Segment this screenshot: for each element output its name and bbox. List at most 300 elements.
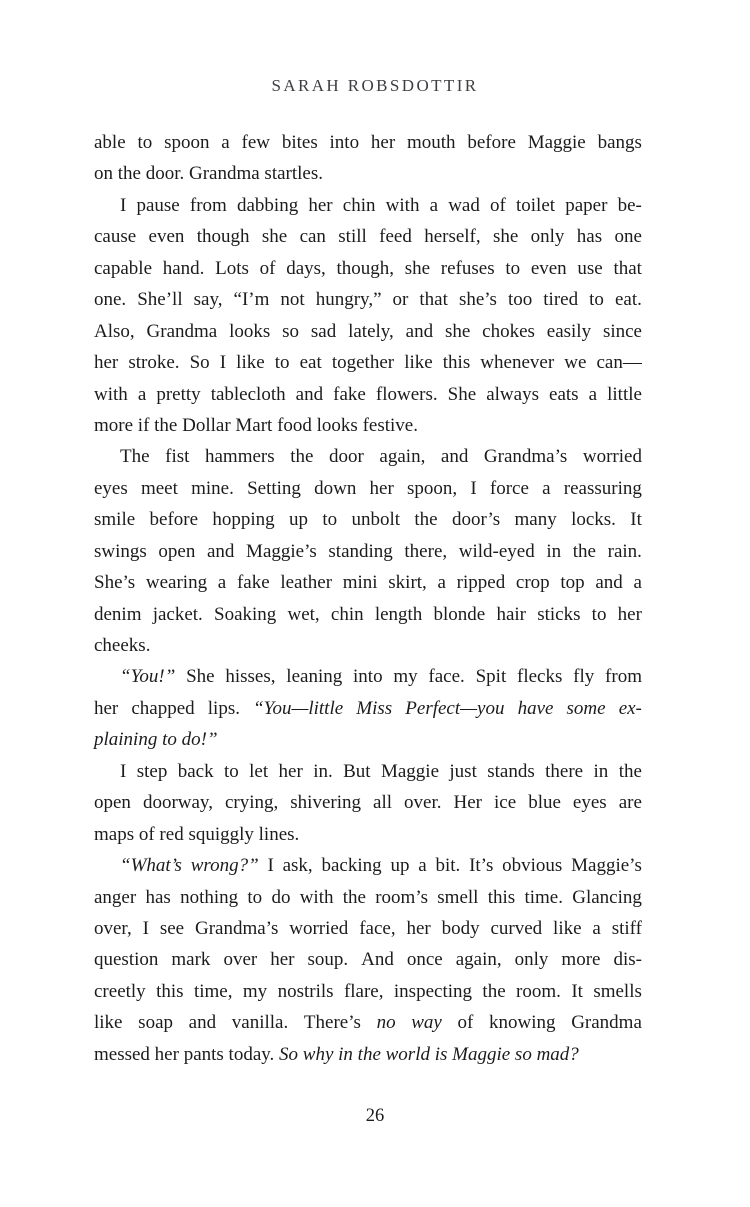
word: some xyxy=(566,697,606,719)
word: Glancing xyxy=(572,886,642,908)
word: worried xyxy=(289,917,349,939)
word: even xyxy=(148,226,185,248)
text-line xyxy=(94,441,642,472)
word: a xyxy=(542,477,551,499)
word: before xyxy=(149,509,199,531)
word: only xyxy=(530,226,565,248)
word: locks. xyxy=(571,509,616,531)
word: the xyxy=(572,540,596,562)
word: creetly xyxy=(94,980,146,1002)
word: meet xyxy=(140,477,178,499)
word: Maggie xyxy=(380,760,440,782)
word: Spit xyxy=(475,666,507,688)
word: Her xyxy=(453,792,482,814)
word: though, xyxy=(336,257,395,279)
word: soup. xyxy=(307,949,349,971)
word: leather xyxy=(280,572,333,594)
word: this xyxy=(487,886,516,908)
word: one. xyxy=(94,289,127,311)
word: chin xyxy=(330,603,364,625)
word: her xyxy=(94,697,119,719)
word: she xyxy=(444,320,471,342)
word: to xyxy=(591,603,607,625)
word: There’s xyxy=(303,1012,361,1034)
word: days, xyxy=(286,257,326,279)
word: lips. xyxy=(207,697,240,719)
word: eats xyxy=(549,383,579,405)
word: backing xyxy=(321,855,382,877)
word: over, xyxy=(94,917,132,939)
word: mine. xyxy=(191,477,234,499)
word: blonde xyxy=(433,603,486,625)
word: to xyxy=(322,509,338,531)
word: And xyxy=(361,949,394,971)
word: skirt, xyxy=(388,572,427,594)
word: able xyxy=(94,132,126,153)
word: Setting xyxy=(247,477,301,499)
word: has xyxy=(576,226,603,248)
word: Miss xyxy=(356,697,393,719)
word: whenever xyxy=(480,352,555,374)
text-line xyxy=(94,504,642,535)
word: to xyxy=(505,257,521,279)
word: So xyxy=(189,352,210,374)
text-line xyxy=(94,976,642,1007)
word: Maggie xyxy=(527,132,586,153)
word: and xyxy=(295,383,324,405)
word: that xyxy=(419,289,448,311)
word: my xyxy=(393,666,418,688)
word: “You—little xyxy=(253,697,344,719)
text-line xyxy=(94,284,642,315)
word: with xyxy=(385,194,420,216)
word: flecks xyxy=(517,666,563,688)
word: hammers xyxy=(204,446,275,468)
word: wet, xyxy=(287,603,320,625)
text-line xyxy=(94,221,642,252)
word: say, xyxy=(193,289,223,311)
word: She’ll xyxy=(137,289,183,311)
text-line xyxy=(94,661,642,692)
word: worried xyxy=(582,446,642,468)
word: hopping xyxy=(212,509,275,531)
word: to xyxy=(274,352,290,374)
word: length xyxy=(374,603,423,625)
word: so xyxy=(282,320,300,342)
paragraph xyxy=(94,127,642,190)
word: I xyxy=(120,760,127,782)
text-line xyxy=(94,787,642,818)
word: a xyxy=(418,855,427,877)
text-segment: plaining to do!” xyxy=(94,729,218,751)
word: unbolt xyxy=(351,509,401,531)
word: have xyxy=(517,697,554,719)
word: too xyxy=(507,289,533,311)
word: her xyxy=(617,603,642,625)
text-line xyxy=(94,536,642,567)
word: The xyxy=(120,446,150,468)
word: and xyxy=(206,540,235,562)
text-line xyxy=(94,253,642,284)
word: no xyxy=(376,1012,396,1034)
word: a xyxy=(221,132,230,153)
word: still xyxy=(338,226,367,248)
word: can— xyxy=(596,352,642,374)
word: way xyxy=(411,1012,442,1034)
word: jacket. xyxy=(152,603,203,625)
word: there xyxy=(545,760,584,782)
word: a xyxy=(437,572,446,594)
word: and xyxy=(440,446,469,468)
word: dabbing xyxy=(237,194,299,216)
word: hisses, xyxy=(225,666,276,688)
word: see xyxy=(159,917,185,939)
word: feed xyxy=(379,226,412,248)
word: a xyxy=(137,383,147,405)
word: many xyxy=(514,509,557,531)
word: reassuring xyxy=(563,477,642,499)
word: bit. xyxy=(435,855,461,877)
word: in. xyxy=(313,760,333,782)
word: door’s xyxy=(451,509,501,531)
word: before xyxy=(467,132,516,153)
word: up xyxy=(289,509,309,531)
word: time, xyxy=(193,980,233,1002)
word: since xyxy=(602,320,642,342)
text-segment: cheeks. xyxy=(94,635,151,656)
text-line xyxy=(94,1007,642,1038)
word: and xyxy=(595,572,623,594)
word: stands xyxy=(487,760,535,782)
word: her xyxy=(370,132,396,153)
word: again, xyxy=(455,949,502,971)
word: we xyxy=(564,352,587,374)
word: refuses xyxy=(440,257,495,279)
word: has xyxy=(145,886,171,908)
word: stroke. xyxy=(128,352,180,374)
paragraph xyxy=(94,661,642,755)
word: the xyxy=(342,886,366,908)
word: lately, xyxy=(348,320,394,342)
word: chapped xyxy=(131,697,195,719)
word: door xyxy=(329,446,364,468)
word: sad xyxy=(310,320,337,342)
word: always xyxy=(486,383,539,405)
word: flowers. xyxy=(375,383,438,405)
text-line xyxy=(94,724,642,755)
text-segment: So why in the world is Maggie so mad? xyxy=(279,1043,579,1065)
word: Soaking xyxy=(214,603,277,625)
word: mouth xyxy=(406,132,456,153)
word: obvious xyxy=(502,855,563,877)
word: of xyxy=(259,257,276,279)
word: Maggie’s xyxy=(246,540,317,562)
word: there, xyxy=(404,540,448,562)
word: denim xyxy=(94,603,142,625)
word: herself, xyxy=(424,226,481,248)
word: Grandma xyxy=(146,320,218,342)
word: Grandma’s xyxy=(483,446,568,468)
text-line xyxy=(94,882,642,913)
word: rain. xyxy=(607,540,642,562)
word: are xyxy=(618,792,642,814)
word: smile xyxy=(94,509,136,531)
word: once xyxy=(406,949,443,971)
word: one xyxy=(614,226,642,248)
word: her xyxy=(278,760,303,782)
word: like xyxy=(404,352,433,374)
word: force xyxy=(489,477,529,499)
word: let xyxy=(249,760,269,782)
word: even xyxy=(530,257,567,279)
word: capable xyxy=(94,257,153,279)
word: her xyxy=(369,477,394,499)
word: eat. xyxy=(614,289,642,311)
word: chokes xyxy=(482,320,535,342)
paragraph xyxy=(94,190,642,442)
text-line xyxy=(94,850,642,881)
word: mark xyxy=(171,949,211,971)
word: “I’m xyxy=(233,289,270,311)
word: pretty xyxy=(156,383,201,405)
word: dis- xyxy=(613,949,642,971)
word: face. xyxy=(428,666,465,688)
word: wild-eyed xyxy=(458,540,535,562)
word: a xyxy=(429,194,439,216)
word: room. xyxy=(516,980,561,1002)
text-line xyxy=(94,1039,642,1070)
word: to xyxy=(589,289,604,311)
word: But xyxy=(343,760,371,782)
text-line xyxy=(94,756,642,787)
text-segment: on the door. Grandma startles. xyxy=(94,163,324,185)
text-line xyxy=(94,127,642,158)
page-number: 26 xyxy=(365,1106,385,1126)
word: few xyxy=(241,132,271,153)
word: into xyxy=(329,132,360,153)
running-header: SARAH ROBSDOTTIR xyxy=(271,76,479,95)
word: in xyxy=(546,540,562,562)
word: a xyxy=(588,383,598,405)
text-line xyxy=(94,630,642,661)
word: toilet xyxy=(516,194,556,216)
word: the xyxy=(290,446,314,468)
word: vanilla. xyxy=(231,1012,289,1034)
word: I xyxy=(219,352,227,374)
word: eyes xyxy=(94,477,128,499)
word: Perfect—you xyxy=(405,697,505,719)
word: tablecloth xyxy=(210,383,286,405)
word: to xyxy=(137,132,153,153)
word: bangs xyxy=(597,132,642,153)
word: use xyxy=(577,257,603,279)
word: the xyxy=(482,980,506,1002)
word: swings xyxy=(94,540,147,562)
word: pause xyxy=(136,194,180,216)
word: time. xyxy=(524,886,563,908)
word: her xyxy=(406,917,431,939)
word: leaning xyxy=(286,666,343,688)
paragraph xyxy=(94,850,642,1070)
text-line xyxy=(94,410,642,441)
text-line xyxy=(94,473,642,504)
word: She’s xyxy=(94,572,136,594)
word: face, xyxy=(359,917,396,939)
word: chin xyxy=(342,194,376,216)
word: She xyxy=(447,383,477,405)
text-line xyxy=(94,944,642,975)
word: paper xyxy=(565,194,608,216)
word: just xyxy=(449,760,477,782)
word: more xyxy=(561,949,601,971)
word: It xyxy=(630,509,642,531)
word: ask, xyxy=(282,855,313,877)
word: ex- xyxy=(618,697,642,719)
word: soap xyxy=(138,1012,173,1034)
word: with xyxy=(299,886,334,908)
word: question xyxy=(94,949,159,971)
word: Maggie’s xyxy=(571,855,642,877)
text-segment: maps of red squiggly lines. xyxy=(94,823,300,845)
word: hungry,” xyxy=(315,289,382,311)
word: and xyxy=(405,320,434,342)
word: blue xyxy=(528,792,561,814)
word: smell xyxy=(437,886,479,908)
word: inspecting xyxy=(393,980,473,1002)
word: easily xyxy=(546,320,592,342)
word: top xyxy=(560,572,585,594)
word: It’s xyxy=(469,855,494,877)
word: a xyxy=(217,572,227,594)
word: cause xyxy=(94,226,137,248)
word: all xyxy=(373,792,393,814)
word: like xyxy=(94,1012,123,1034)
word: be- xyxy=(617,194,642,216)
word: spoon, xyxy=(407,477,458,499)
word: fist xyxy=(165,446,190,468)
word: to xyxy=(223,760,239,782)
word: I xyxy=(470,477,477,499)
word: over. xyxy=(404,792,442,814)
word: It xyxy=(571,980,583,1002)
word: from xyxy=(189,194,227,216)
text-line xyxy=(94,599,642,630)
word: wrong?” xyxy=(190,855,259,877)
word: not xyxy=(280,289,305,311)
word: or xyxy=(392,289,409,311)
word: can xyxy=(299,226,326,248)
word: stiff xyxy=(611,917,642,939)
word: Grandma xyxy=(571,1012,642,1034)
word: fake xyxy=(236,572,270,594)
paragraph xyxy=(94,756,642,850)
text-line xyxy=(94,567,642,598)
word: fly xyxy=(573,666,595,688)
word: wad xyxy=(448,194,480,216)
word: like xyxy=(553,917,582,939)
word: together xyxy=(331,352,395,374)
word: my xyxy=(242,980,268,1002)
word: bites xyxy=(281,132,318,153)
word: of xyxy=(490,194,506,216)
word: though xyxy=(196,226,250,248)
word: and xyxy=(188,1012,217,1034)
text-segment: messed her pants today. xyxy=(94,1043,280,1065)
word: sticks xyxy=(537,603,581,625)
word: her xyxy=(270,949,295,971)
word: ripped xyxy=(456,572,506,594)
word: back xyxy=(177,760,214,782)
word: room’s xyxy=(375,886,429,908)
word: crying, xyxy=(224,792,279,814)
word: her xyxy=(308,194,333,216)
word: open xyxy=(158,540,196,562)
word: open xyxy=(94,792,131,814)
word: tired xyxy=(543,289,579,311)
word: that xyxy=(613,257,642,279)
word: do xyxy=(271,886,291,908)
word: wearing xyxy=(145,572,208,594)
word: flare, xyxy=(343,980,384,1002)
text-line xyxy=(94,190,642,221)
word: from xyxy=(605,666,642,688)
word: like xyxy=(236,352,265,374)
word: a xyxy=(633,572,642,594)
word: step xyxy=(136,760,168,782)
word: up xyxy=(390,855,410,877)
text-line xyxy=(94,158,642,189)
word: crop xyxy=(515,572,550,594)
word: she xyxy=(261,226,288,248)
word: this xyxy=(442,352,471,374)
word: the xyxy=(618,760,642,782)
word: her xyxy=(94,352,119,374)
word: she xyxy=(492,226,519,248)
word: over xyxy=(223,949,258,971)
word: standing xyxy=(328,540,393,562)
word: I xyxy=(267,855,274,877)
text-segment: more if the Dollar Mart food looks festive. xyxy=(94,414,418,436)
word: smells xyxy=(593,980,642,1002)
text-line xyxy=(94,693,642,724)
word: shivering xyxy=(290,792,361,814)
word: “You!” xyxy=(120,666,176,688)
paragraph xyxy=(94,441,642,661)
word: Grandma’s xyxy=(194,917,279,939)
word: the xyxy=(414,509,438,531)
word: fake xyxy=(333,383,366,405)
word: again, xyxy=(379,446,426,468)
word: to xyxy=(247,886,263,908)
word: Lots xyxy=(215,257,249,279)
text-line xyxy=(94,819,642,850)
word: this xyxy=(156,980,184,1002)
word: doorway, xyxy=(142,792,213,814)
word: only xyxy=(514,949,549,971)
word: little xyxy=(607,383,642,405)
word: I xyxy=(120,194,127,216)
word: curved xyxy=(490,917,543,939)
word: “What’s xyxy=(120,855,182,877)
word: ice xyxy=(494,792,517,814)
word: nostrils xyxy=(277,980,334,1002)
word: eat xyxy=(299,352,322,374)
word: anger xyxy=(94,886,137,908)
text-block xyxy=(94,127,642,1070)
word: spoon xyxy=(164,132,210,153)
word: she xyxy=(404,257,431,279)
word: down xyxy=(314,477,357,499)
